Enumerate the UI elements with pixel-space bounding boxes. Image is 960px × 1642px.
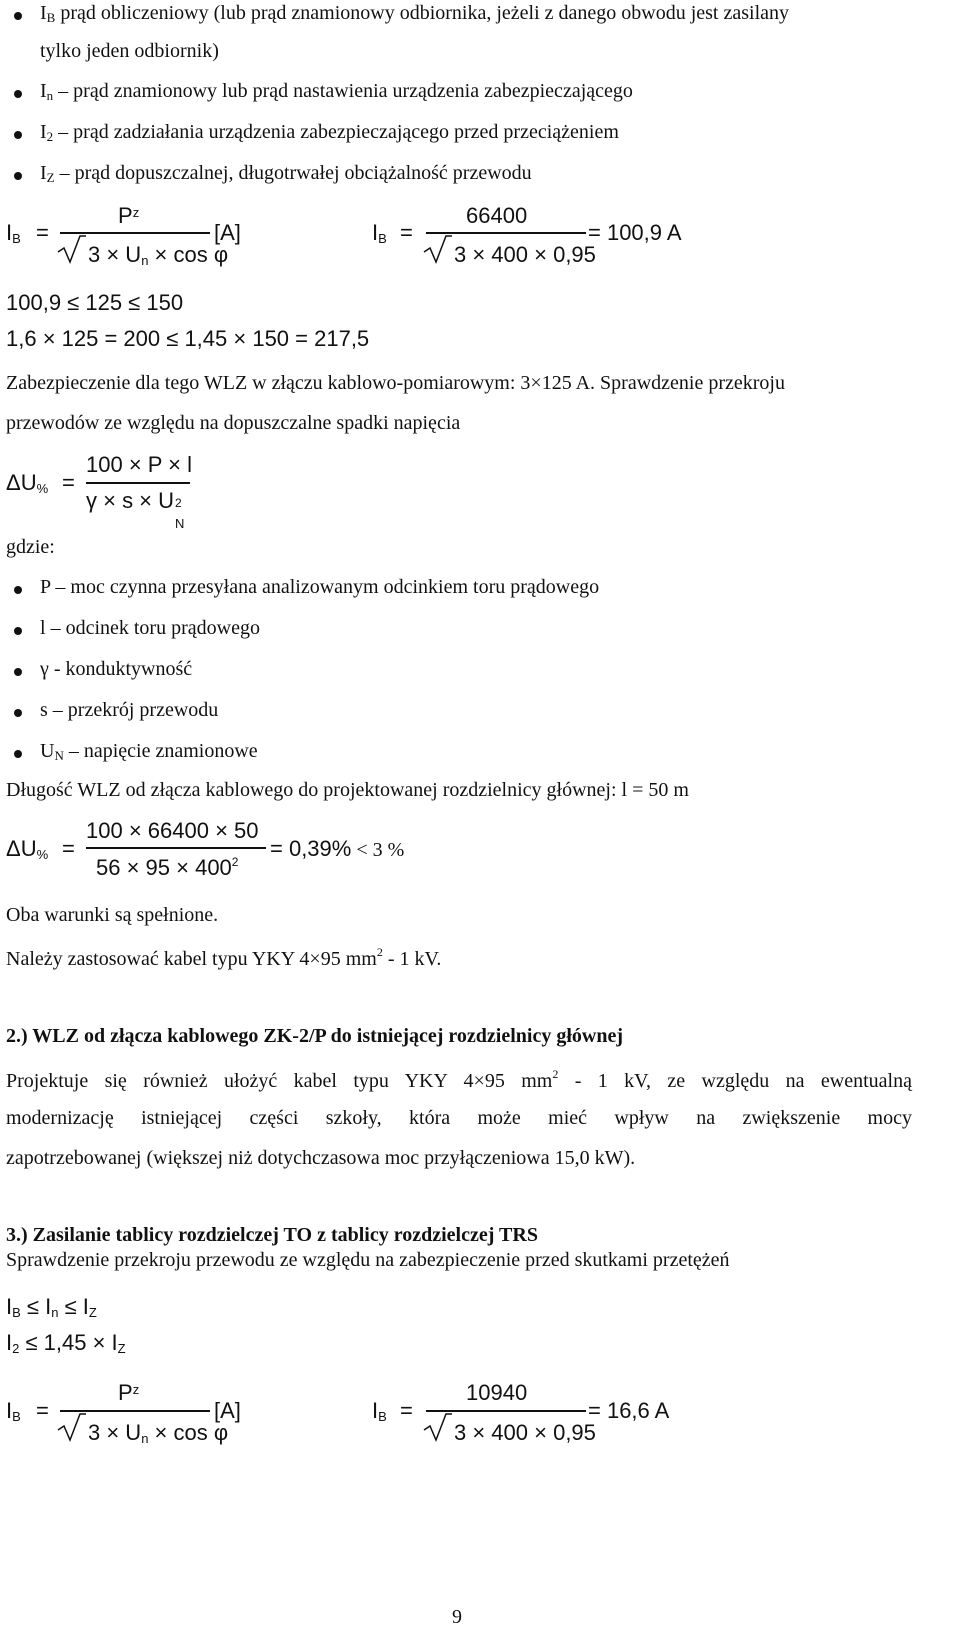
sqrt-icon: [422, 234, 452, 266]
def-i2: $I_2$ – prąd zadziałania urządzenia zabezpieczającego przed przeciążeniem: [40, 121, 619, 144]
def-gamma: γ - konduktywność: [40, 658, 193, 680]
inequality-2: 1,6 × 125 = 200 ≤ 1,45 × 150 = 217,5: [6, 326, 370, 351]
def-l: l – odcinek toru prądowego: [40, 617, 260, 639]
formula-unit: [A]: [214, 1398, 241, 1423]
def-un: $U_N$ – napięcie znamionowe: [40, 740, 258, 763]
gdzie-label: gdzie:: [6, 536, 55, 558]
formula-eq: =: [36, 1398, 49, 1423]
formula-r-eq: =: [400, 1398, 413, 1423]
length-line: Długość WLZ od złącza kablowego do projektowanej rozdzielnicy głównej: l = 50 m: [6, 779, 689, 801]
formula-eq: =: [62, 836, 75, 861]
def-in: $I_n$ – prąd znamionowy lub prąd nastawienia urządzenia zabezpieczającego: [40, 80, 633, 103]
formula-r-result: = 16,6 A: [588, 1398, 670, 1423]
bullet-icon: [14, 627, 22, 635]
bullet-icon: [14, 586, 22, 594]
formula-eq: =: [36, 220, 49, 245]
formula-denominator: $3 \times U_n \times \cos \varphi$: [88, 242, 229, 268]
sqrt-icon: [56, 234, 86, 266]
bullet-icon: [14, 172, 22, 180]
cable-recommendation: Należy zastosować kabel typu YKY 4×95 $mm^2 - 1$ kV.: [6, 945, 442, 970]
formula-r-denominator: 3 × 400 × 0,95: [454, 242, 596, 267]
formula-lhs: $\Delta U_{\%}$: [6, 470, 49, 496]
sqrt-icon: [56, 1412, 86, 1444]
formula-unit: [A]: [214, 220, 241, 245]
formula-r-lhs: $I_B$: [372, 1398, 387, 1424]
fraction-bar: [86, 847, 266, 849]
paragraph-line-2: przewodów ze względu na dopuszczalne spadki napięcia: [6, 412, 461, 434]
section-2-heading: 2.) WLZ od złącza kablowego ZK-2/P do istniejącej rozdzielnicy głównej: [6, 1025, 623, 1047]
formula-eq: =: [62, 470, 75, 495]
formula-numerator: $P_z$: [118, 203, 140, 228]
formula-r-numerator: 66400: [466, 203, 528, 228]
section-2-line-2: modernizację istniejącej części szkoły, która może mieć wpływ na zwiększenie mocy: [6, 1107, 912, 1129]
section-2-line-3: zapotrzebowanej (większej niż dotychczasowa moc przyłączeniowa 15,0 kW).: [6, 1147, 636, 1169]
bullet-icon: [14, 750, 22, 758]
formula-r-eq: =: [400, 220, 413, 245]
formula-r-lhs: $I_B$: [372, 220, 387, 246]
conditions-ok: Oba warunki są spełnione.: [6, 904, 219, 926]
formula-result: = 0,39% < 3 %: [270, 836, 405, 861]
def-ib: $I_B$ prąd obliczeniowy (lub prąd znamionowy odbiornika, jeżeli z danego obwodu jest zasilany: [40, 2, 790, 25]
formula-r-numerator: 10940: [466, 1380, 528, 1405]
bullet-icon: [14, 131, 22, 139]
section-3-heading: 3.) Zasilanie tablicy rozdzielczej TO z tablicy rozdzielczej TRS: [6, 1224, 538, 1246]
formula-denominator: $3 \times U_n \times \cos \varphi$: [88, 1420, 229, 1446]
formula-lhs: $I_B$: [6, 1398, 21, 1424]
inequality-4: $I_2 \le 1,45 \times I_Z$: [6, 1330, 126, 1356]
page-number: 9: [452, 1606, 462, 1628]
formula-r-result: = 100,9 A: [588, 220, 682, 245]
section-2-line-1: Projektuje się również ułożyć kabel typu YKY 4×95 $mm^2 - 1$ kV, ze względu na ewentualną: [6, 1067, 912, 1092]
section-3-line-1: Sprawdzenie przekroju przewodu ze względu na zabezpieczenie przed skutkami przetężeń: [6, 1249, 730, 1271]
fraction-bar: [86, 482, 190, 484]
sqrt-icon: [422, 1412, 452, 1444]
formula-lhs: $I_B$: [6, 220, 21, 246]
inequality-3: $I_B \le I_n \le I_Z$: [6, 1294, 97, 1320]
def-ib-cont: tylko jeden odbiornik): [40, 40, 219, 62]
def-s: s – przekrój przewodu: [40, 699, 219, 721]
bullet-icon: [14, 90, 22, 98]
def-p: P – moc czynna przesyłana analizowanym odcinkiem toru prądowego: [40, 576, 600, 598]
formula-numerator: $P_z$: [118, 1380, 140, 1405]
bullet-icon: [14, 668, 22, 676]
formula-denominator: γ × s × U 2 N: [86, 488, 185, 531]
inequality-1: 100,9 ≤ 125 ≤ 150: [6, 290, 184, 315]
def-iz: $I_Z$ – prąd dopuszczalnej, długotrwałej obciążalność przewodu: [40, 162, 532, 185]
formula-denominator: $56 \times 95 \times 400^2$: [96, 855, 239, 880]
formula-r-denominator: 3 × 400 × 0,95: [454, 1420, 596, 1445]
formula-numerator: 100 × 66400 × 50: [86, 818, 259, 843]
bullet-icon: [14, 12, 22, 20]
formula-lhs: $\Delta U_{\%}$: [6, 836, 49, 862]
paragraph-line-1: Zabezpieczenie dla tego WLZ w złączu kablowo-pomiarowym: 3×125 A. Sprawdzenie przekroju: [6, 372, 785, 394]
formula-numerator: 100 × P × l: [86, 452, 193, 477]
bullet-icon: [14, 709, 22, 717]
